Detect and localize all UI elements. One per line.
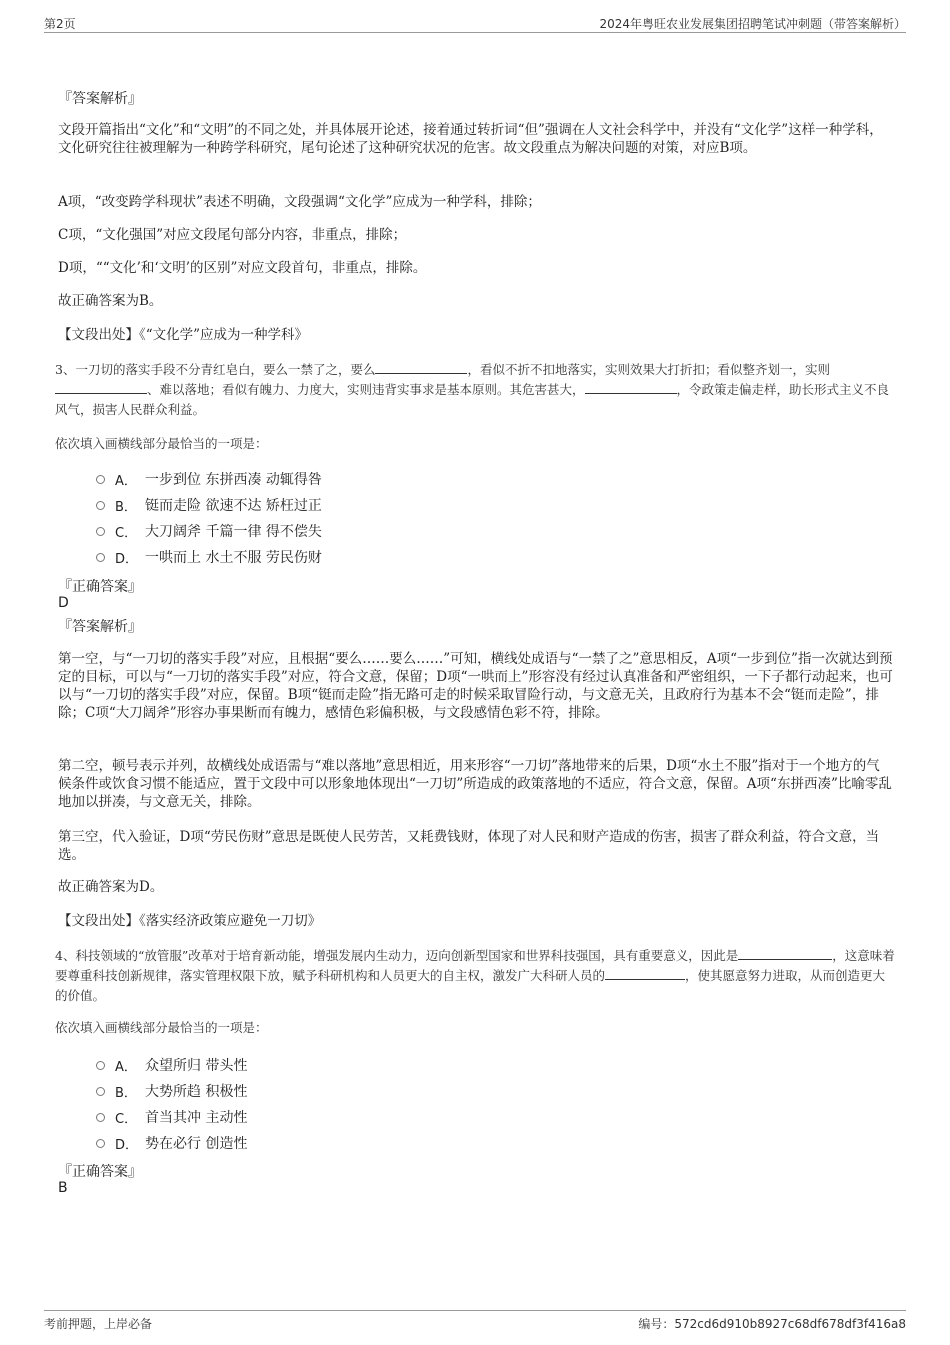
question-instruction: 依次填入画横线部分最恰当的一项是： — [55, 436, 268, 451]
page-number: 第2页 — [44, 17, 76, 31]
option-c[interactable]: C． 大刀阔斧 千篇一律 得不偿失 — [96, 521, 322, 541]
analysis-option-a: A项，“改变跨学科现状”表述不明确，文段强调“文化学”应成为一种学科，排除； — [58, 194, 541, 210]
option-b[interactable]: B． 铤而走险 欲速不达 矫枉过正 — [96, 495, 322, 515]
document-id: 编号：572cd6d910b8927c68df678df3f416a8 — [638, 1317, 906, 1331]
fill-blank-3 — [585, 380, 677, 394]
fill-blank-1 — [738, 946, 832, 960]
correct-answer-label: 『正确答案』 — [58, 579, 142, 595]
correct-answer: B — [58, 1180, 68, 1196]
document-title: 2024年粤旺农业发展集团招聘笔试冲刺题（带答案解析） — [599, 17, 906, 31]
conclusion: 故正确答案为B。 — [58, 293, 163, 309]
analysis-paragraph-2: 第二空，顿号表示并列，故横线处成语需与“难以落地”意思相近，用来形容“一刀切”落地带来的后果，D项“水土不服”指对于一个地方的气候条件或饮食习惯不能适应，置于文段中可以形象地体现出“一刀切”所造成的政策落地的不适应，符合文意，保留。A项“东拼西凑”比喻零乱地加以拼凑，与文意无关，排除。 — [58, 758, 892, 810]
analysis-option-d: D项，““文化’和‘文明’的区别”对应文段首句，非重点，排除。 — [58, 260, 427, 276]
passage-source: 【文段出处】《落实经济政策应避免一刀切》 — [58, 913, 322, 929]
correct-answer: D — [58, 595, 69, 611]
option-b[interactable]: B． 大势所趋 积极性 — [96, 1081, 247, 1101]
fill-blank-1 — [375, 360, 467, 374]
radio-icon[interactable] — [96, 1061, 105, 1070]
passage-source: 【文段出处】《“文化学”应成为一种学科》 — [58, 327, 309, 343]
analysis-paragraph: 文段开篇指出“文化”和“文明”的不同之处，并具体展开论述，接着通过转折词“但”强调在人文社会科学中，并没有“文化学”这样一种学科，文化研究往往被理解为一种跨学科研究，尾句论述了这种研究状况的危害。故文段重点为解决问题的对策，对应B项。 — [58, 122, 883, 156]
page-header — [44, 12, 906, 33]
radio-icon[interactable] — [96, 1139, 105, 1148]
question-instruction: 依次填入画横线部分最恰当的一项是： — [55, 1020, 268, 1035]
question-stem: 3、一刀切的落实手段不分青红皂白，要么一禁了之，要么 ，看似不折不扣地落实，实则效果大打折扣；看似整齐划一，实则、难以落地；看似有魄力、力度大，实则违背实事求是基本原则。其危害甚大， ，令政策走偏走样，助长形式主义不良风气，损害人民群众利益。 — [55, 362, 890, 417]
fill-blank-2 — [605, 966, 685, 980]
option-c[interactable]: C． 首当其冲 主动性 — [96, 1107, 247, 1127]
footer-slogan: 考前押题，上岸必备 — [44, 1317, 153, 1331]
radio-icon[interactable] — [96, 527, 105, 536]
radio-icon[interactable] — [96, 1113, 105, 1122]
option-d[interactable]: D． 一哄而上 水土不服 劳民伤财 — [96, 547, 322, 567]
option-d[interactable]: D． 势在必行 创造性 — [96, 1133, 247, 1153]
analysis-paragraph-3: 第三空，代入验证，D项“劳民伤财”意思是既使人民劳苦，又耗费钱财，体现了对人民和财产造成的伤害，损害了群众利益，符合文意，当选。 — [58, 829, 880, 863]
fill-blank-2 — [55, 380, 147, 394]
option-a[interactable]: A． 众望所归 带头性 — [96, 1055, 247, 1075]
page-footer — [44, 1310, 906, 1333]
analysis-option-c: C项，“文化强国”对应文段尾句部分内容，非重点，排除； — [58, 227, 407, 243]
radio-icon[interactable] — [96, 553, 105, 562]
radio-icon[interactable] — [96, 1087, 105, 1096]
conclusion: 故正确答案为D。 — [58, 879, 164, 895]
option-a[interactable]: A． 一步到位 东拼西凑 动辄得咎 — [96, 469, 322, 489]
radio-icon[interactable] — [96, 501, 105, 510]
answer-analysis-label: 『答案解析』 — [58, 619, 142, 635]
answer-analysis-label: 『答案解析』 — [58, 91, 142, 107]
analysis-paragraph-1: 第一空，与“一刀切的落实手段”对应，且根据“要么……要么……”可知，横线处成语与“一禁了之”意思相反，A项“一步到位”指一次就达到预定的目标，可以与“一刀切的落实手段”对应，符合文意，保留；D项“一哄而上”形容没有经过认真准备和严密组织，一下子都行动起来，也可以与“一刀切的落实手段”对应，保留。B项“铤而走险”指无路可走的时候采取冒险行动，与文意无关，且政府行为基本不会“铤而走险”，排除；C项“大刀阔斧”形容办事果断而有魄力，感情色彩偏积极，与文段感情色彩不符，排除。 — [58, 651, 893, 721]
question-stem: 4、科技领域的“放管服”改革对于培育新动能，增强发展内生动力，迈向创新型国家和世界科技强国，具有重要意义，因此是 ，这意味着要尊重科技创新规律，落实管理权限下放，赋予科研机构和人员更大的自主权，激发广大科研人员的 ，使其愿意努力进取，从而创造更大的价值。 — [55, 948, 895, 1003]
radio-icon[interactable] — [96, 475, 105, 484]
correct-answer-label: 『正确答案』 — [58, 1164, 142, 1180]
